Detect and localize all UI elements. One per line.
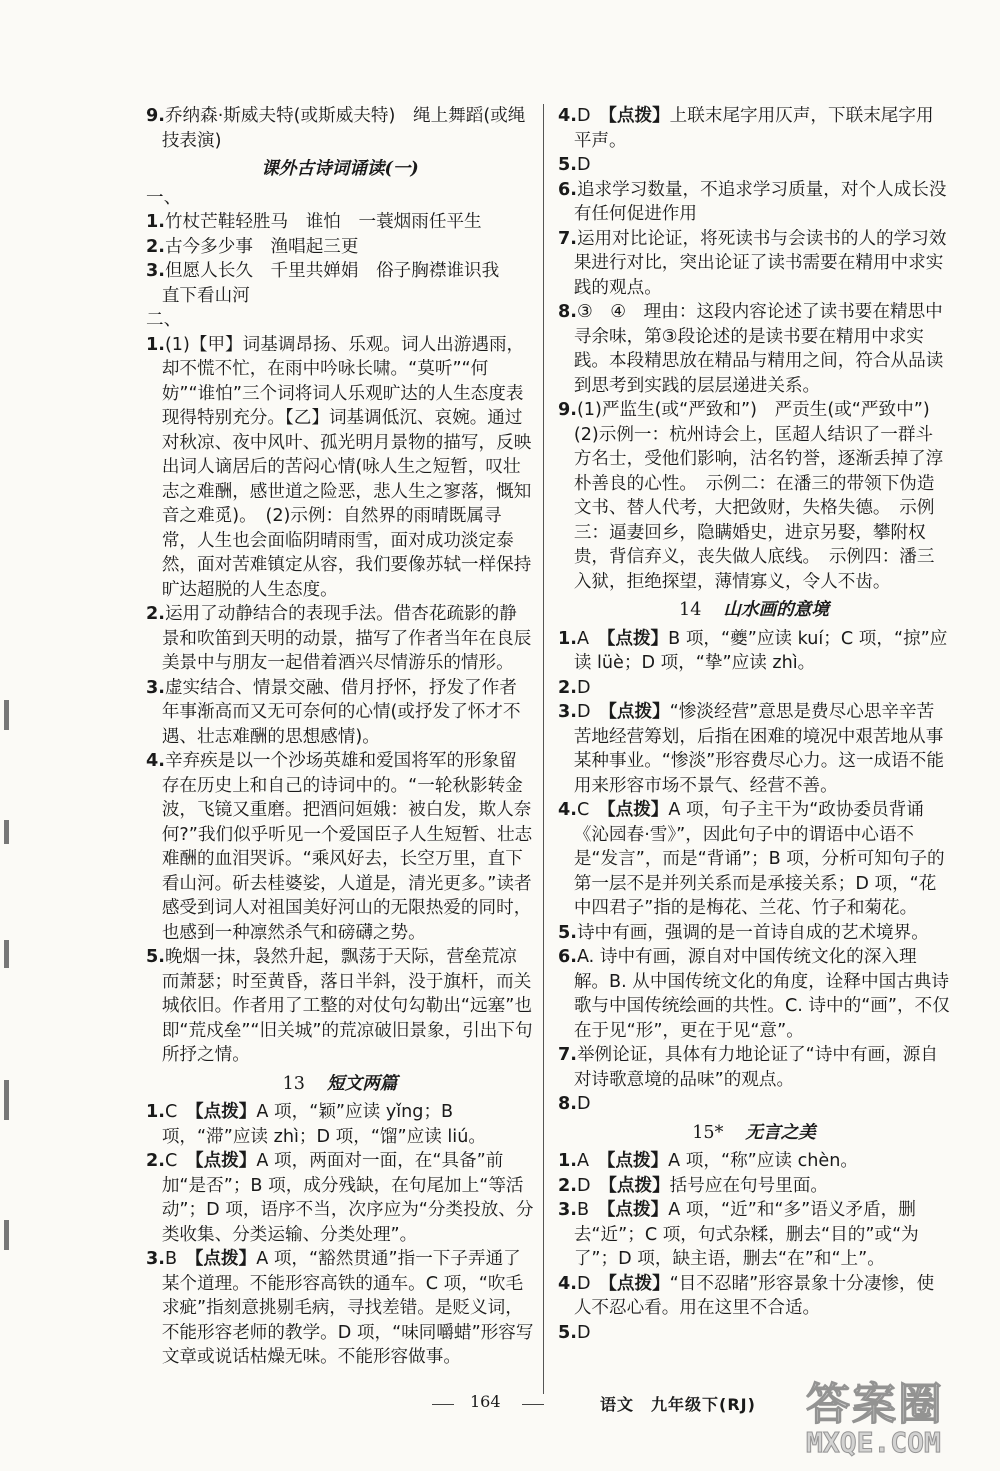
column-divider	[543, 104, 544, 1394]
answer-number: 1.	[146, 334, 165, 355]
answer-text: 诗中有画，强调的是一首诗自成的艺术境界。	[576, 922, 929, 943]
right-column	[558, 104, 950, 1345]
answer-text: A 【点拨】B 项，“夔”应读 kuí；C 项，“掠”应读 lüè；D 项，“挚”应读 zhì。	[573, 628, 948, 673]
answer-text: D	[576, 1094, 591, 1114]
answer-number: 2.	[558, 677, 577, 698]
section-title: 无言之美	[745, 1121, 816, 1143]
answer-text: D	[576, 677, 591, 698]
section-number: 15*	[692, 1122, 724, 1143]
answer-text: 辛弃疾是以一个沙场英雄和爱国将军的形象留存在历史上和自己的诗词中的。“一轮秋影转金波，飞镜又重磨。把酒问姮娥：被白发，欺人奈何?”我们似乎听见一个爱国臣子人生短暂、壮志难酬的血泪哭诉。“乘风好去，长空万里，直下看山河。斫去桂婆娑，人道是，清光更多。”读者感受到词人对祖国美好河山的无限热爱的同时，也感到一种凛然杀气和磅礴之势。	[161, 751, 533, 943]
answer-text: 运用了动静结合的表现手法。借杏花疏影的静景和吹笛到天明的动景，描写了作者当年在良辰美景中与朋友一起借着酒兴尽情游乐的情形。	[161, 604, 532, 673]
hint-tag: 【点拨】	[606, 800, 669, 820]
answer-number: 4.	[146, 751, 165, 771]
answer-item	[146, 210, 534, 235]
answer-number: 2.	[146, 236, 165, 257]
answer-number: 6.	[558, 947, 577, 967]
answer-text: A. 诗中有画，源自对中国传统文化的深入理解。B. 从中国传统文化的角度，诠释中国古典诗歌与中国传统绘画的共性。C. 诗中的“画”，不仅在于见“形”，更在于见“意”。	[573, 947, 950, 1041]
answer-item	[558, 1321, 950, 1346]
answer-number: 2.	[146, 1151, 165, 1171]
answer-number: 8.	[558, 302, 577, 322]
answer-number: 7.	[558, 228, 577, 249]
answer-number: 2.	[146, 604, 165, 624]
left-column	[146, 104, 534, 1370]
hint-tag: 【点拨】	[194, 1151, 257, 1171]
answer-text: A 【点拨】A 项，“称”应读 chèn。	[576, 1151, 858, 1171]
answer-text: 虚实结合、情景交融、借月抒怀，抒发了作者年事渐高而又无可奈何的心情(或抒发了怀才不遇、壮志难酬的思想感情)。	[161, 677, 521, 747]
answer-item	[146, 186, 534, 211]
section-title: 短文两篇	[327, 1072, 398, 1094]
section-title: 课外古诗词诵读(一)	[261, 158, 419, 179]
hint-tag: 【点拨】	[608, 1273, 670, 1294]
answer-text: (1)严监生(或“严致和”) 严贡生(或“严致中”) (2)示例一：杭州诗会上，匡超人结识了一群斗方名士，受他们影响，沽名钓誉，逐渐丢掉了淳朴善良的心性。 示例二：在潘三的带领下伪造文书、替人代考，大把敛财，失格失德。 示例三：逼妻回乡，隐瞒婚史，进京另娶，攀附权贵，背信弃义，丧失做人底线。 示例四：潘三入狱，拒绝探望，薄情寡义，令人不齿。	[573, 400, 948, 592]
answer-text: ③ ④ 理由：这段内容论述了读书要在精思中寻余味，第③段论述的是读书要在精用中求实践。本段精思放在精品与精用之间，符合从品读到思考到实践的层层递进关系。	[573, 302, 944, 396]
answer-item	[558, 627, 950, 676]
hint-tag: 【点拨】	[606, 628, 669, 649]
watermark	[806, 1368, 984, 1464]
answer-text: 竹杖芒鞋轻胜马 谁怕 一蓑烟雨任平生	[164, 212, 482, 232]
answer-text: C 【点拨】A 项，“颖”应读 yǐng；B 项，“滞”应读 zhì；D 项，“馏”应读 liú。	[161, 1102, 486, 1147]
answer-item	[146, 259, 534, 308]
answer-item	[558, 1174, 950, 1199]
answer-text: 晚烟一抹，袅然升起，飘荡于天际，营垒荒凉而萧瑟；时至黄昏，落日半斜，没于旗杆，而关城依旧。作者用了工整的对仗句勾勒出“远塞”也即“荒戍垒”“旧关城”的荒凉破旧景象，引出下句所抒之情。	[161, 947, 533, 1065]
answer-number: 5.	[146, 947, 165, 967]
section-title: 山水画的意境	[723, 599, 829, 620]
footer-dash-right	[522, 1404, 544, 1405]
answer-item	[558, 945, 950, 1043]
answer-text: D	[576, 155, 591, 175]
binding-edge-marks	[0, 700, 14, 1400]
watermark-url: MXQE.COM	[806, 1426, 941, 1459]
answer-item	[146, 1149, 534, 1247]
answer-number: 3.	[146, 1249, 165, 1269]
section-heading	[558, 1121, 950, 1146]
answer-number: 3.	[146, 677, 165, 698]
answer-item	[146, 333, 534, 603]
answer-number: 3.	[558, 702, 577, 722]
answer-item	[146, 308, 534, 333]
answer-text: 古今多少事 渔唱起三更	[164, 236, 359, 257]
answer-text: 追求学习数量，不追求学习质量，对个人成长没有任何促进作用	[573, 179, 947, 224]
answer-item	[558, 104, 950, 153]
answer-text: D	[576, 1322, 591, 1343]
answer-item	[558, 798, 950, 921]
answer-text: D 【点拨】“惨淡经营”意思是费尽心思辛辛苦苦地经营筹划，后指在困难的境况中艰苦地从事某种事业。“惨淡”形容费尽心力。这一成语不能用来形容市场不景气、经营不善。	[573, 702, 944, 796]
answer-text: 乔纳森·斯威夫特(或斯威夫特) 绳上舞蹈(或绳技表演)	[161, 106, 526, 151]
footer-dash-left	[432, 1404, 454, 1405]
answer-item	[146, 602, 534, 676]
answer-item	[146, 235, 534, 260]
answer-number: 9.	[146, 106, 165, 126]
section-heading	[146, 157, 534, 182]
answer-item	[146, 749, 534, 945]
answer-item	[558, 921, 950, 946]
answer-number: 2.	[558, 1175, 577, 1196]
answer-item	[558, 1092, 950, 1117]
answer-text: D 【点拨】“目不忍睹”形容景象十分凄惨，使人不忍心看。用在这里不合适。	[573, 1273, 935, 1318]
answer-number: 1.	[146, 1102, 165, 1122]
answer-number: 4.	[558, 106, 577, 126]
hint-tag: 【点拨】	[606, 1200, 669, 1220]
answer-number: 3.	[558, 1200, 577, 1220]
answer-number: 4.	[558, 1273, 577, 1294]
answer-number: 3.	[146, 261, 165, 281]
answer-number: 1.	[558, 1151, 577, 1171]
answer-text: C 【点拨】A 项，句子主干为“政协委员背诵《沁园春·雪》”，因此句子中的谓语中心语不是“发言”，而是“背诵”；B 项，分析可知句子的第一层不是并列关系而是承接关系；D 项，“花中四君子”指的是梅花、兰花、竹子和菊花。	[573, 800, 945, 918]
answer-item	[558, 1198, 950, 1272]
answer-item	[146, 104, 534, 153]
watermark-logo: 答案圈	[806, 1379, 944, 1430]
answer-number: 8.	[558, 1094, 577, 1114]
answer-item	[558, 676, 950, 701]
section-heading	[558, 598, 950, 623]
answer-text: B 【点拨】A 项，“近”和“多”语义矛盾，删去“近”；C 项，句式杂糅，删去“目的”或“为了”；D 项，缺主语，删去“在”和“上”。	[573, 1200, 919, 1269]
answer-number: 5.	[558, 922, 577, 943]
answer-number: 7.	[558, 1045, 577, 1065]
answer-item	[558, 1272, 950, 1321]
footer-subject: 语文 九年级下(RJ)	[600, 1395, 756, 1414]
answer-text: 但愿人长久 千里共婵娟 俗子胸襟谁识我 直下看山河	[161, 261, 517, 306]
answer-item	[146, 676, 534, 750]
hint-tag: 【点拨】	[606, 1151, 669, 1171]
answer-text: D 【点拨】上联末尾字用仄声，下联末尾字用平声。	[573, 106, 934, 151]
hint-tag: 【点拨】	[194, 1102, 257, 1122]
answer-number: 5.	[558, 155, 577, 175]
hint-tag: 【点拨】	[608, 702, 670, 722]
answer-item	[558, 700, 950, 798]
answer-item	[558, 227, 950, 301]
answer-text: 举例论证，具体有力地论证了“诗中有画，源自对诗歌意境的品味”的观点。	[573, 1045, 938, 1090]
answer-text: 运用对比论证，将死读书与会读书的人的学习效果进行对比，突出论证了读书需要在精用中求实践的观点。	[573, 228, 947, 298]
answer-item	[146, 1100, 534, 1149]
answer-item	[146, 945, 534, 1068]
section-heading	[146, 1072, 534, 1097]
section-number: 14	[679, 600, 702, 620]
hint-tag: 【点拨】	[608, 106, 670, 126]
answer-number: 1.	[558, 628, 577, 649]
answer-item	[146, 1247, 534, 1370]
answer-item	[558, 153, 950, 178]
page-number: 164	[470, 1392, 501, 1411]
answer-number: 9.	[558, 400, 577, 420]
answer-text: D 【点拨】括号应在句号里面。	[576, 1175, 829, 1196]
answer-item	[558, 178, 950, 227]
hint-tag: 【点拨】	[608, 1175, 670, 1196]
hint-tag: 【点拨】	[194, 1249, 257, 1269]
answer-number: 5.	[558, 1322, 577, 1343]
answer-item	[558, 398, 950, 594]
answer-text: 一、	[146, 187, 182, 208]
answer-item	[558, 1043, 950, 1092]
answer-text: C 【点拨】A 项，两面对一面，在“具备”前加“是否”；B 项，成分残缺，在句尾加上“等活动”；D 项，语序不当，次序应为“分类投放、分类收集、分类运输、分类处理”。	[161, 1151, 534, 1245]
answer-number: 4.	[558, 800, 577, 820]
answer-text: 二、	[146, 310, 182, 330]
answer-number: 6.	[558, 179, 577, 200]
section-number: 13	[282, 1073, 305, 1094]
answer-number: 1.	[146, 212, 165, 232]
answer-item	[558, 300, 950, 398]
answer-item	[558, 1149, 950, 1174]
answer-text: B 【点拨】A 项，“豁然贯通”指一下子弄通了某个道理。不能形容高铁的通车。C 项，“吹毛求疵”指刻意挑剔毛病，寻找差错。是贬义词，不能形容老师的教学。D 项，“味同嚼蜡”形容写文章或说话枯燥无味。不能形容做事。	[161, 1249, 534, 1367]
answer-text: (1)【甲】词基调昂扬、乐观。词人出游遇雨，却不慌不忙，在雨中吟咏长啸。“莫听”“何妨”“谁怕”三个词将词人乐观旷达的人生态度表现得特别充分。【乙】词基调低沉、哀婉。通过对秋凉、夜中风叶、孤光明月景物的描写，反映出词人谪居后的苦闷心情(咏人生之短暂，叹壮志之难酬，感世道之险恶，悲人生之寥落，慨知音之难觅)。 (2)示例：自然界的雨晴既属寻常，人生也会面临阴晴雨雪，面对成功淡定泰然，面对苦难镇定从容，我们要像苏轼一样保持旷达超脱的人生态度。	[161, 334, 532, 600]
